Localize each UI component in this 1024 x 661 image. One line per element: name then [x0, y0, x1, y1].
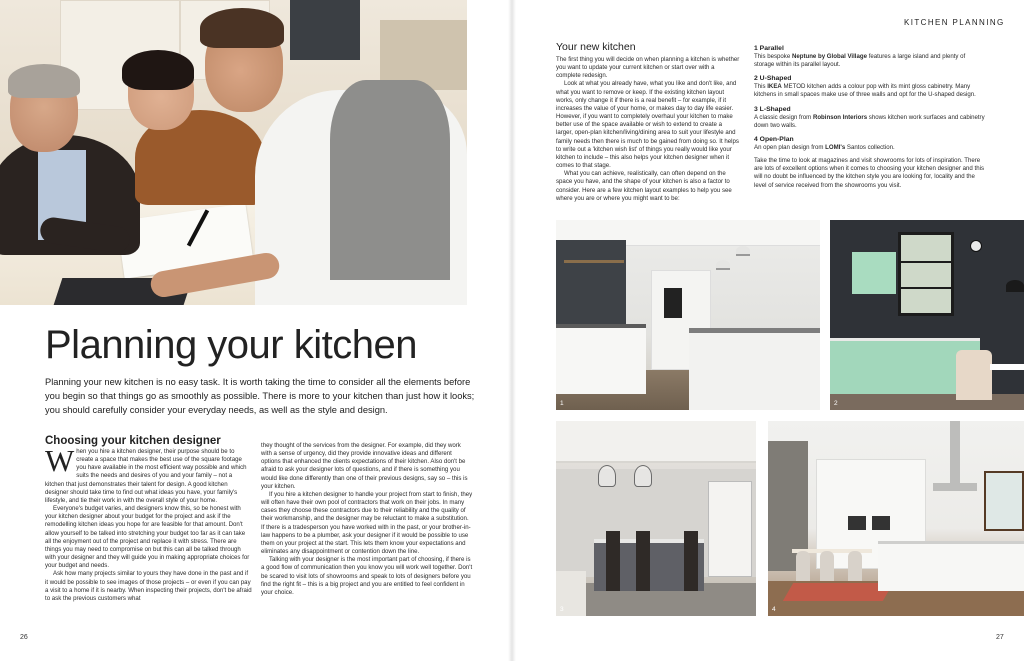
body-paragraph: Everyone's budget varies, and designers know this, so be honest with your kitchen designer about your budget for the project and ask if the remodelling kitchen ideas you hope for are feasible for that amount. Don't allow yourself to be talked into stretching your budget too far as it can take all the enjoyment out of the project and replace it with stress. There are things you may need to compromise on but this can all be talked through with your designer and they will guide you in making appropriate choices for your budget and needs. [45, 505, 250, 570]
dining-chair [820, 551, 834, 581]
body-column-b [754, 44, 986, 204]
section-heading: Your new kitchen [556, 41, 636, 53]
desc-text: shows kitchen work surfaces and cabinetry down two walls. [754, 113, 985, 129]
desc-text: This bespoke [754, 53, 792, 60]
woman-hair [122, 50, 194, 90]
desc-text: This [754, 83, 768, 91]
body-paragraph: The first thing you will decide on when planning a kitchen is whether you want to update your current kitchen or start over with a complete redesign. [556, 56, 740, 80]
body-paragraph: hen you hire a kitchen designer, their purpose should be to create a space that makes the best use of the square footage you have available in the most efficient way possible and which suits the needs and desires of you and your family – not a kitchen that just demonstrates their talent for design. A good kitchen designer should take time to find out what ideas you have, your family's lifestyle, and tie their work in with the overall style of your home. [45, 448, 247, 504]
pendant-light [716, 260, 730, 270]
lantern-pendant [634, 465, 652, 487]
glazed-door [708, 481, 752, 577]
window [984, 471, 1024, 531]
layout-title: 3 L-Shaped [754, 105, 791, 113]
page-number: 26 [20, 634, 28, 641]
layout-description [754, 53, 986, 69]
layout-title: 2 U-Shaped [754, 75, 792, 83]
desc-text: features a large island and plenty of storage within its parallel layout. [754, 53, 966, 69]
hero-photo-designer-meeting [0, 0, 467, 305]
body-column-2 [261, 442, 473, 623]
right-page [512, 0, 1024, 661]
layout-example-l-shaped [754, 105, 986, 130]
bar-stool [684, 531, 698, 591]
desc-text: An open plan design from [754, 143, 826, 151]
body-paragraph: they thought of the services from the designer. For example, did they work with a sense of urgency, did they provide innovative ideas and different options that enhanced the clients expectations of their kitchen. Also don't be afraid to ask your designer lots of questions, and if there is something you would like done differently than one of their previous designs, say so – this is your kitchen. [261, 442, 468, 490]
page-title: Planning your kitchen [45, 323, 417, 367]
lantern-pendant [598, 465, 616, 487]
body-column-a [556, 56, 740, 214]
body-paragraph: What you can achieve, realistically, can often depend on the space you have, and the shape of your kitchen is also a factor to consider. Here are a few kitchen layout examples to help you see where you are or where you might want to be: [556, 170, 732, 202]
desc-text: METOD kitchen adds a colour pop with its mint gloss cabinetry. Many kitchens in small spaces make use of three walls and opt for the U-shaped design. [754, 83, 976, 99]
base-units [556, 324, 646, 394]
layout-title: 1 Parallel [754, 45, 784, 52]
brand-name: Neptune by Global Village [791, 53, 867, 60]
layout-description [754, 114, 986, 130]
dining-table [990, 364, 1024, 370]
desc-text: Santos collection. [845, 143, 895, 151]
drop-cap: W [45, 448, 75, 478]
body-paragraph: Ask how many projects similar to yours they have done in the past and if it would be possible to see images of those projects – or even if you can pay a visit to a home if it is nearby. When inspecting their projects, don't be afraid to ask the previous customers what [45, 570, 252, 602]
layout-description [754, 144, 986, 152]
spine-gutter [508, 0, 516, 661]
section-heading: Choosing your kitchen designer [45, 435, 221, 447]
oven [848, 516, 866, 530]
closing-paragraph: Take the time to look at magazines and visit showrooms for lots of inspiration. There are lots of excellent options when it comes to choosing your kitchen designer and this will no doubt be influenced by the kitchen style you are looking for, locality and the level of service received from the showrooms you visit. [754, 157, 985, 189]
body-column-1 [45, 448, 252, 623]
kitchen-photo-open-plan [768, 421, 1024, 616]
oven [872, 516, 890, 530]
ceiling [556, 421, 756, 463]
layout-description [754, 83, 986, 99]
body-paragraph: If you hire a kitchen designer to handle your project from start to finish, they will often have their own pool of contractors that work on their jobs. In many cases they choose these contractors due to their reliability and the quality of their workmanship, and the designer may be reluctant to make a substitution. If there is a tradesperson you have worked with in the past, or your brother-in-law happens to be a plumber, ask your designer if it would be possible to use them on your project at the start. This lets them know your expectations and eliminates any disappointment or contention down the line. [261, 490, 473, 556]
wall-clock [970, 240, 982, 252]
wall-shelf [564, 260, 624, 263]
designer-hair [200, 8, 284, 48]
tv-screen [290, 0, 360, 60]
photo-number: 1 [560, 400, 564, 407]
pendant-light [736, 246, 750, 256]
body-paragraph: Talking with your designer is the most important part of choosing, if there is a good flow of communication then you know you will work well together. Don't be scared to visit lots of showrooms and speak to lots of designers before you find the right fit – this is a big project and you are entitled to feel confident in your choice. [261, 556, 473, 596]
kitchen-photo-l-shaped [556, 421, 756, 616]
photo-number: 3 [560, 606, 564, 613]
bar-stool [606, 531, 620, 591]
mint-wall-cabinet [852, 252, 896, 294]
extractor-hood [950, 421, 960, 487]
desc-text: A classic design from [754, 113, 813, 121]
intro-paragraph: Planning your new kitchen is no easy task. It is worth taking the time to consider all the elements before you begin so that things go as smoothly as possible. There is more to your kitchen than just how it looks; you should carefully consider your everyday needs, as well as the style and design. [45, 377, 475, 416]
kitchen-island [689, 328, 820, 410]
window [898, 232, 954, 316]
brand-name: IKEA [767, 83, 782, 91]
rug [783, 583, 893, 601]
dining-chair [956, 350, 992, 400]
layout-example-open-plan [754, 135, 986, 152]
brand-name: LOMI's [825, 143, 846, 151]
oven [664, 288, 682, 318]
photo-number: 2 [834, 400, 838, 407]
photo-number: 4 [772, 606, 776, 613]
kitchen-photo-parallel [556, 220, 820, 410]
wood-floor [830, 394, 1024, 410]
dining-chair [848, 551, 862, 581]
brand-name: Robinson Interiors [812, 113, 868, 121]
layout-example-u-shaped [754, 74, 986, 99]
layout-title: 4 Open-Plan [754, 135, 794, 143]
designer-vest [330, 80, 450, 280]
wall-lamp [1006, 280, 1024, 292]
layout-example-parallel [754, 44, 986, 69]
older-man-hair [8, 64, 80, 98]
running-head: KITCHEN PLANNING [904, 18, 1005, 27]
dining-chair [796, 551, 810, 581]
kitchen-photo-u-shaped [830, 220, 1024, 410]
bar-stool [636, 531, 650, 591]
kitchen-island [878, 541, 1024, 591]
body-paragraph: Look at what you already have, what you like and don't like, and what you want to remove or keep. If the existing kitchen layout works, only change it if there is a real benefit – for example, if it increases the value of your home, or makes day to day life easier. However, if you want to completely overhaul your kitchen to make better use of the space available or wish to extend to create a larger, open-plan kitchen/living/dining area to suit your lifestyle and family needs then there is much to be gained from doing so. It helps to write out a 'kitchen wish list' of things you really would like your kitchen to include – this also helps your kitchen designer when it comes to that stage. [556, 80, 739, 170]
page-number: 27 [996, 634, 1004, 641]
extractor-hood-canopy [933, 483, 977, 491]
